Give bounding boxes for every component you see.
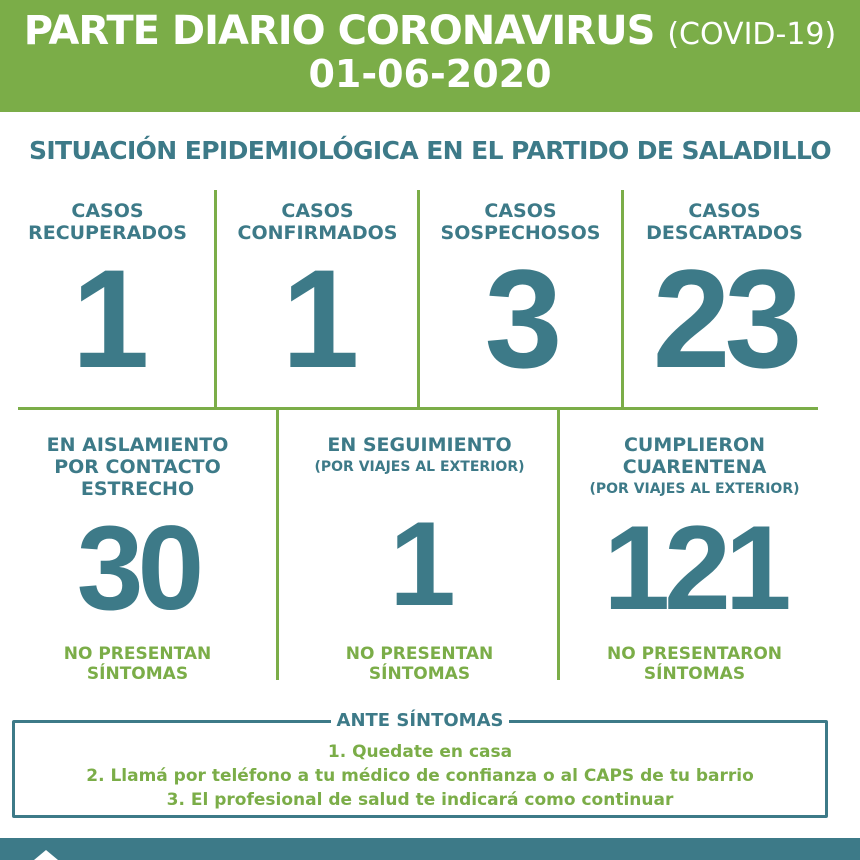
stat-label: CUMPLIERON CUARENTENA (POR VIAJES AL EXTERIOR): [589, 434, 800, 497]
page-title: [0, 8, 860, 54]
advice-item: 3. El profesional de salud te indicará como continuar: [166, 790, 674, 810]
section-heading: SITUACIÓN EPIDEMIOLÓGICA EN EL PARTIDO DE SALADILLO: [28, 136, 832, 165]
title-subtitle: (COVID-19): [667, 17, 837, 52]
divider: [276, 410, 279, 680]
stat-sospechosos: [418, 200, 623, 397]
divider: [417, 190, 420, 408]
stat-label: CASOS SOSPECHOSOS: [440, 200, 601, 244]
stat-label: CASOS DESCARTADOS: [646, 200, 803, 244]
stat-cuarentena: [562, 434, 827, 636]
stat-value: 121: [603, 501, 786, 635]
divider: [621, 190, 624, 408]
stat-value: 1: [281, 240, 354, 397]
stat-value: 3: [484, 240, 557, 397]
stat-value: 1: [389, 497, 450, 631]
footer-bar: [0, 838, 860, 860]
stat-value: 1: [71, 240, 144, 397]
stat-aislamiento: [5, 434, 270, 636]
advice-item: 2. Llamá por teléfono a tu médico de confianza o al CAPS de tu barrio: [86, 766, 754, 786]
advice-item: 1. Quedate en casa: [327, 742, 513, 762]
report-date: 01-06-2020: [308, 52, 552, 96]
stat-recuperados: [5, 200, 210, 397]
advice-list: [15, 740, 825, 812]
header-banner: [0, 0, 860, 112]
stat-label: EN SEGUIMIENTO (POR VIAJES AL EXTERIOR): [314, 434, 525, 475]
stat-value: 23: [652, 240, 797, 397]
stat-seguimiento: [282, 434, 557, 632]
divider: [557, 410, 560, 680]
stat-confirmados: [215, 200, 420, 397]
divider: [214, 190, 217, 408]
stat-note: NO PRESENTAN SÍNTOMAS: [345, 644, 494, 684]
stat-label: CASOS RECUPERADOS: [28, 200, 187, 244]
advice-title: ANTE SÍNTOMAS: [15, 710, 825, 731]
stat-label: CASOS CONFIRMADOS: [237, 200, 398, 244]
stat-descartados: [622, 200, 827, 397]
stat-label: EN AISLAMIENTO POR CONTACTO ESTRECHO: [46, 434, 229, 500]
stat-note: NO PRESENTAN SÍNTOMAS: [63, 644, 212, 684]
triangle-icon: [34, 850, 58, 860]
stat-value: 30: [76, 501, 199, 635]
advice-box: [12, 710, 828, 818]
divider: [18, 407, 818, 410]
stat-note: NO PRESENTARON SÍNTOMAS: [606, 644, 783, 684]
title-main: PARTE DIARIO CORONAVIRUS: [23, 8, 655, 54]
